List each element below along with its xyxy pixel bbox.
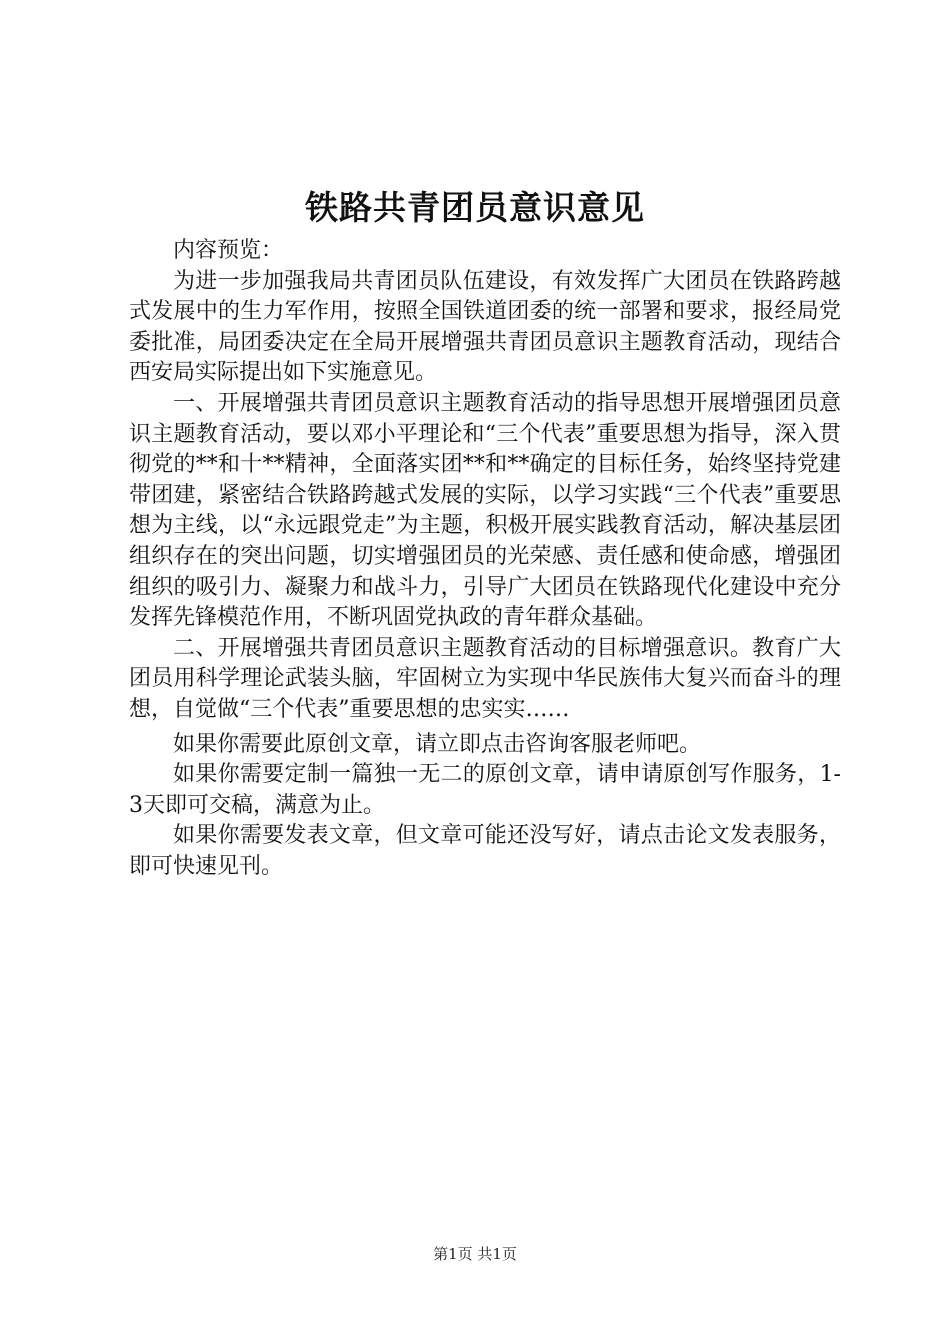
notice-publish-service-link[interactable]: 如果你需要发表文章，但文章可能还没写好，请点击论文发表服务，即可快速见刊。 xyxy=(129,823,841,879)
page-number-footer: 第1页 共1页 xyxy=(433,1245,517,1263)
document-title: 铁路共青团员意识意见 xyxy=(305,188,645,227)
notice-consult-link[interactable]: 如果你需要此原创文章，请立即点击咨询客服老师吧。 xyxy=(173,731,702,757)
notice-custom-writing-link[interactable]: 如果你需要定制一篇独一无二的原创文章，请申请原创写作服务，1-3天即可交稿，满意为止。 xyxy=(129,762,841,818)
document-body xyxy=(129,236,841,882)
preview-label: 内容预览： xyxy=(173,238,284,263)
paragraph-section-one: 一、开展增强共青团员意识主题教育活动的指导思想开展增强团员意识主题教育活动，要以邓小平理论和“三个代表”重要思想为指导，深入贯彻党的**和十**精神，全面落实团**和**确定的目标任务，始终坚持党建带团建，紧密结合铁路跨越式发展的实际，以学习实践“三个代表”重要思想为主线，以“永远跟党走”为主题，积极开展实践教育活动，解决基层团组织存在的突出问题，切实增强团员的光荣感、责任感和使命感，增强团组织的吸引力、凝聚力和战斗力，引导广大团员在铁路现代化建设中充分发挥先锋模范作用，不断巩固党执政的青年群众基础。 xyxy=(129,390,841,631)
paragraph-section-two: 二、开展增强共青团员意识主题教育活动的目标增强意识。教育广大团员用科学理论武装头脑，牢固树立为实现中华民族伟大复兴而奋斗的理想，自觉做“三个代表”重要思想的忠实实…… xyxy=(129,635,841,722)
paragraph-intro: 为进一步加强我局共青团员队伍建设，有效发挥广大团员在铁路跨越式发展中的生力军作用，按照全国铁道团委的统一部署和要求，报经局党委批准，局团委决定在全局开展增强共青团员意识主题教育活动，现结合西安局实际提出如下实施意见。 xyxy=(129,268,841,386)
